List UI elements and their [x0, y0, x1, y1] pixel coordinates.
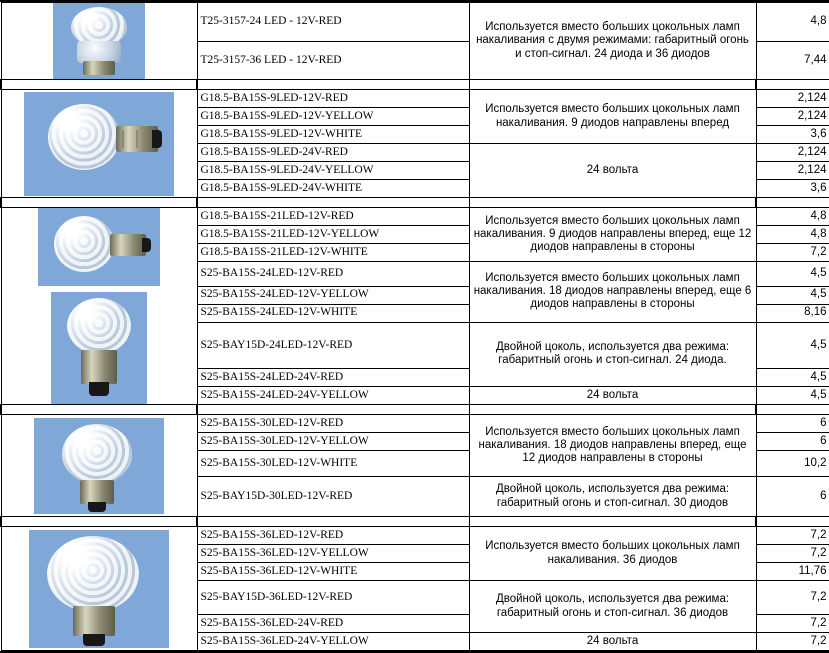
spacer: [756, 198, 829, 208]
table-row: [1, 90, 829, 108]
spacer: [1, 517, 197, 527]
product-code: S25-BA15S-36LED-24V-YELLOW: [197, 633, 469, 651]
spacer: [1, 80, 197, 90]
product-price: 7,2: [756, 581, 829, 615]
product-price: 7,44: [756, 41, 829, 80]
product-code: G18.5-BA15S-9LED-12V-RED: [197, 90, 469, 108]
product-code: S25-BA15S-24LED-24V-YELLOW: [197, 387, 469, 405]
spacer: [197, 80, 469, 90]
product-price: 7,2: [756, 615, 829, 633]
product-code: G18.5-BA15S-9LED-12V-WHITE: [197, 126, 469, 144]
product-code: S25-BA15S-30LED-12V-RED: [197, 415, 469, 433]
spacer: [469, 80, 756, 90]
led-bulb-s25-36led-icon: [29, 530, 169, 648]
product-description: Двойной цоколь, используется два режима: габаритный огонь и стоп-сигнал. 30 диодов: [469, 477, 756, 517]
product-code: S25-BAY15D-36LED-12V-RED: [197, 581, 469, 615]
product-code: G18.5-BA15S-9LED-12V-YELLOW: [197, 108, 469, 126]
spacer: [197, 198, 469, 208]
product-code: S25-BAY15D-30LED-12V-RED: [197, 477, 469, 517]
product-code: G18.5-BA15S-21LED-12V-YELLOW: [197, 226, 469, 244]
product-description: Используется вместо больших цокольных ламп накаливания. 36 диодов: [469, 527, 756, 581]
product-description: Двойной цоколь, используется два режима: габаритный огонь и стоп-сигнал. 36 диодов: [469, 581, 756, 633]
spacer: [469, 405, 756, 415]
product-price: 7,2: [756, 244, 829, 262]
product-price: 7,2: [756, 545, 829, 563]
product-image-ba15s-9led: [1, 90, 197, 198]
product-price: 8,16: [756, 304, 829, 322]
spacer: [1, 405, 197, 415]
product-price: 2,124: [756, 90, 829, 108]
product-code: G18.5-BA15S-9LED-24V-WHITE: [197, 180, 469, 198]
product-code: G18.5-BA15S-9LED-24V-YELLOW: [197, 162, 469, 180]
product-price: 6: [756, 415, 829, 433]
spacer: [197, 405, 469, 415]
spacer: [197, 517, 469, 527]
product-description: 24 вольта: [469, 633, 756, 651]
product-image-ba15s-21led-and-s25-24led: [1, 208, 197, 405]
product-price: 6: [756, 477, 829, 517]
product-price: 2,124: [756, 108, 829, 126]
product-code: S25-BA15S-30LED-12V-YELLOW: [197, 433, 469, 451]
product-price: 3,6: [756, 126, 829, 144]
product-price: 4,5: [756, 369, 829, 387]
product-description: Используется вместо больших цокольных ламп накаливания. 18 диодов направлены вперед, еще 12 диодов направлены в стороны: [469, 415, 756, 477]
spacer: [756, 517, 829, 527]
product-code: S25-BAY15D-24LED-12V-RED: [197, 322, 469, 369]
product-price: 4,8: [756, 208, 829, 226]
product-price: 3,6: [756, 180, 829, 198]
led-bulb-t25-3157-icon: [53, 3, 145, 79]
product-image-s25-36led: [1, 527, 197, 651]
product-description: 24 вольта: [469, 144, 756, 198]
product-code: T25-3157-24 LED - 12V-RED: [197, 3, 469, 42]
group-separator: [1, 198, 829, 208]
spacer: [1, 198, 197, 208]
product-price: 4,8: [756, 3, 829, 42]
product-description: Используется вместо больших цокольных ламп накаливания с двумя режимами: габаритный огонь и стоп-сигнал. 24 диода и 36 диодов: [469, 3, 756, 80]
product-price: 4,8: [756, 226, 829, 244]
product-code: S25-BA15S-24LED-24V-RED: [197, 369, 469, 387]
group-separator: [1, 517, 829, 527]
product-code: S25-BA15S-24LED-12V-WHITE: [197, 304, 469, 322]
price-table: [0, 2, 829, 651]
product-image-s25-30led: [1, 415, 197, 517]
spacer: [469, 198, 756, 208]
spacer: [756, 405, 829, 415]
product-price: 10,2: [756, 451, 829, 477]
product-price: 4,5: [756, 286, 829, 304]
spacer: [469, 517, 756, 527]
product-code: S25-BA15S-24LED-12V-YELLOW: [197, 286, 469, 304]
product-code: S25-BA15S-36LED-24V-RED: [197, 615, 469, 633]
product-price: 2,124: [756, 144, 829, 162]
product-price: 7,2: [756, 527, 829, 545]
product-description: Используется вместо больших цокольных ламп накаливания. 9 диодов направлены вперед, еще 12 диодов направлены в стороны: [469, 208, 756, 262]
led-bulb-ba15s-21led-icon: [38, 208, 160, 286]
product-code: G18.5-BA15S-9LED-24V-RED: [197, 144, 469, 162]
product-code: S25-BA15S-30LED-12V-WHITE: [197, 451, 469, 477]
product-description: Используется вместо больших цокольных ламп накаливания. 9 диодов направлены вперед: [469, 90, 756, 144]
spacer: [756, 80, 829, 90]
table-row: [1, 208, 829, 226]
product-code: G18.5-BA15S-21LED-12V-RED: [197, 208, 469, 226]
led-bulb-s25-24led-icon: [51, 292, 147, 404]
product-description: 24 вольта: [469, 387, 756, 405]
led-bulb-s25-30led-icon: [34, 418, 164, 514]
product-code: G18.5-BA15S-21LED-12V-WHITE: [197, 244, 469, 262]
product-price: 2,124: [756, 162, 829, 180]
product-description: Используется вместо больших цокольных ламп накаливания. 18 диодов направлены вперед, еще 6 диодов направлены в стороны: [469, 262, 756, 323]
product-code: S25-BA15S-36LED-12V-YELLOW: [197, 545, 469, 563]
group-separator: [1, 80, 829, 90]
product-image-t25-3157: [1, 3, 197, 80]
product-price: 4,5: [756, 262, 829, 287]
group-separator: [1, 405, 829, 415]
product-price: 11,76: [756, 563, 829, 581]
product-price: 6: [756, 433, 829, 451]
product-price: 4,5: [756, 387, 829, 405]
product-price: 7,2: [756, 633, 829, 651]
product-code: S25-BA15S-36LED-12V-RED: [197, 527, 469, 545]
product-code: S25-BA15S-24LED-12V-RED: [197, 262, 469, 287]
table-row: [1, 415, 829, 433]
product-code: T25-3157-36 LED - 12V-RED: [197, 41, 469, 80]
table-row: [1, 527, 829, 545]
product-code: S25-BA15S-36LED-12V-WHITE: [197, 563, 469, 581]
product-price: 4,5: [756, 322, 829, 369]
product-description: Двойной цоколь, используется два режима: габаритный огонь и стоп-сигнал. 24 диода.: [469, 322, 756, 387]
table-row: [1, 3, 829, 42]
led-bulb-ba15s-9led-icon: [24, 92, 174, 196]
